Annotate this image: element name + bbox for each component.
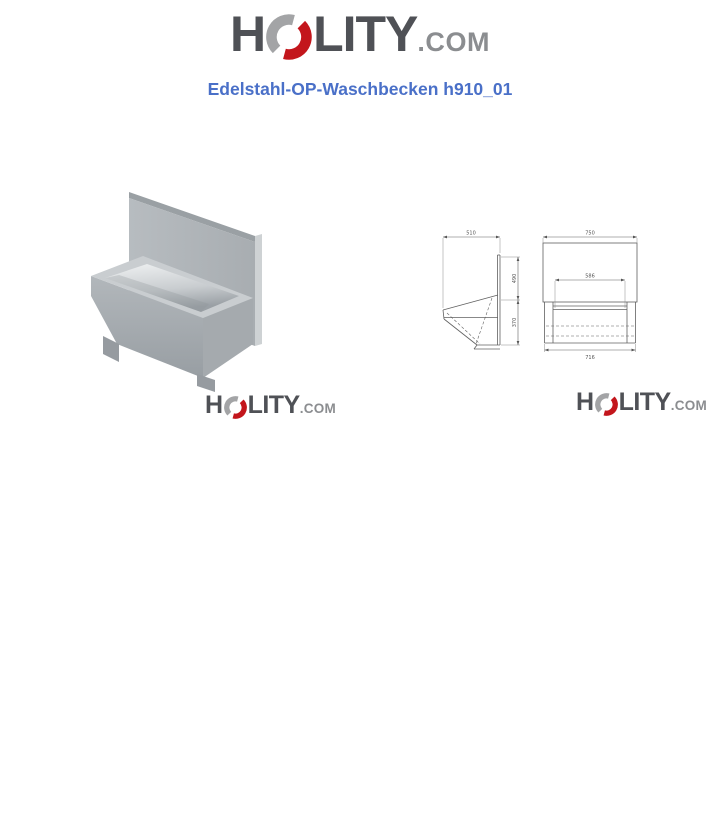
logo-letter-h: H — [576, 388, 594, 416]
swirl-red-arc — [233, 401, 244, 416]
logo-suffix-com: .COM — [299, 401, 337, 416]
swirl-gray-arc — [226, 399, 237, 414]
dim-label-510: 510 — [466, 230, 476, 237]
logo-letters-lity: LITY — [313, 6, 418, 62]
front-view — [543, 237, 637, 352]
basin-right-foot — [197, 374, 215, 392]
dim-label-370: 370 — [512, 317, 518, 328]
washbasin-3d-svg — [85, 178, 285, 423]
side-view — [443, 237, 520, 349]
product-render-image — [85, 178, 285, 423]
front-view-hidden-edges — [546, 326, 634, 336]
holity-watermark-left — [205, 393, 336, 418]
swirl-gray-arc — [597, 396, 608, 411]
swirl-red-arc — [604, 398, 615, 413]
logo-letters-lity: LITY — [247, 391, 300, 419]
back-panel-side-edge — [255, 234, 262, 346]
holity-swirl-icon — [266, 14, 312, 60]
dim-label-586: 586 — [585, 273, 595, 280]
logo-suffix-com: .COM — [670, 398, 708, 413]
holity-swirl-icon — [595, 393, 618, 416]
dim-label-716: 716 — [585, 355, 595, 361]
logo-letter-h: H — [229, 6, 266, 62]
swirl-red-arc — [285, 25, 307, 55]
holity-swirl-icon — [224, 396, 247, 419]
logo-suffix-com: .COM — [417, 27, 491, 57]
dim-label-750: 750 — [585, 230, 595, 237]
dim-label-490: 490 — [512, 273, 518, 284]
swirl-gray-arc — [272, 20, 294, 50]
logo-letters-lity: LITY — [618, 388, 671, 416]
product-title: Edelstahl-OP-Waschbecken h910_01 — [207, 79, 513, 99]
holity-watermark-right — [576, 390, 707, 415]
logo-letter-h: H — [205, 391, 223, 419]
side-view-hidden-edges — [447, 298, 492, 344]
holity-logo-header — [229, 6, 491, 62]
